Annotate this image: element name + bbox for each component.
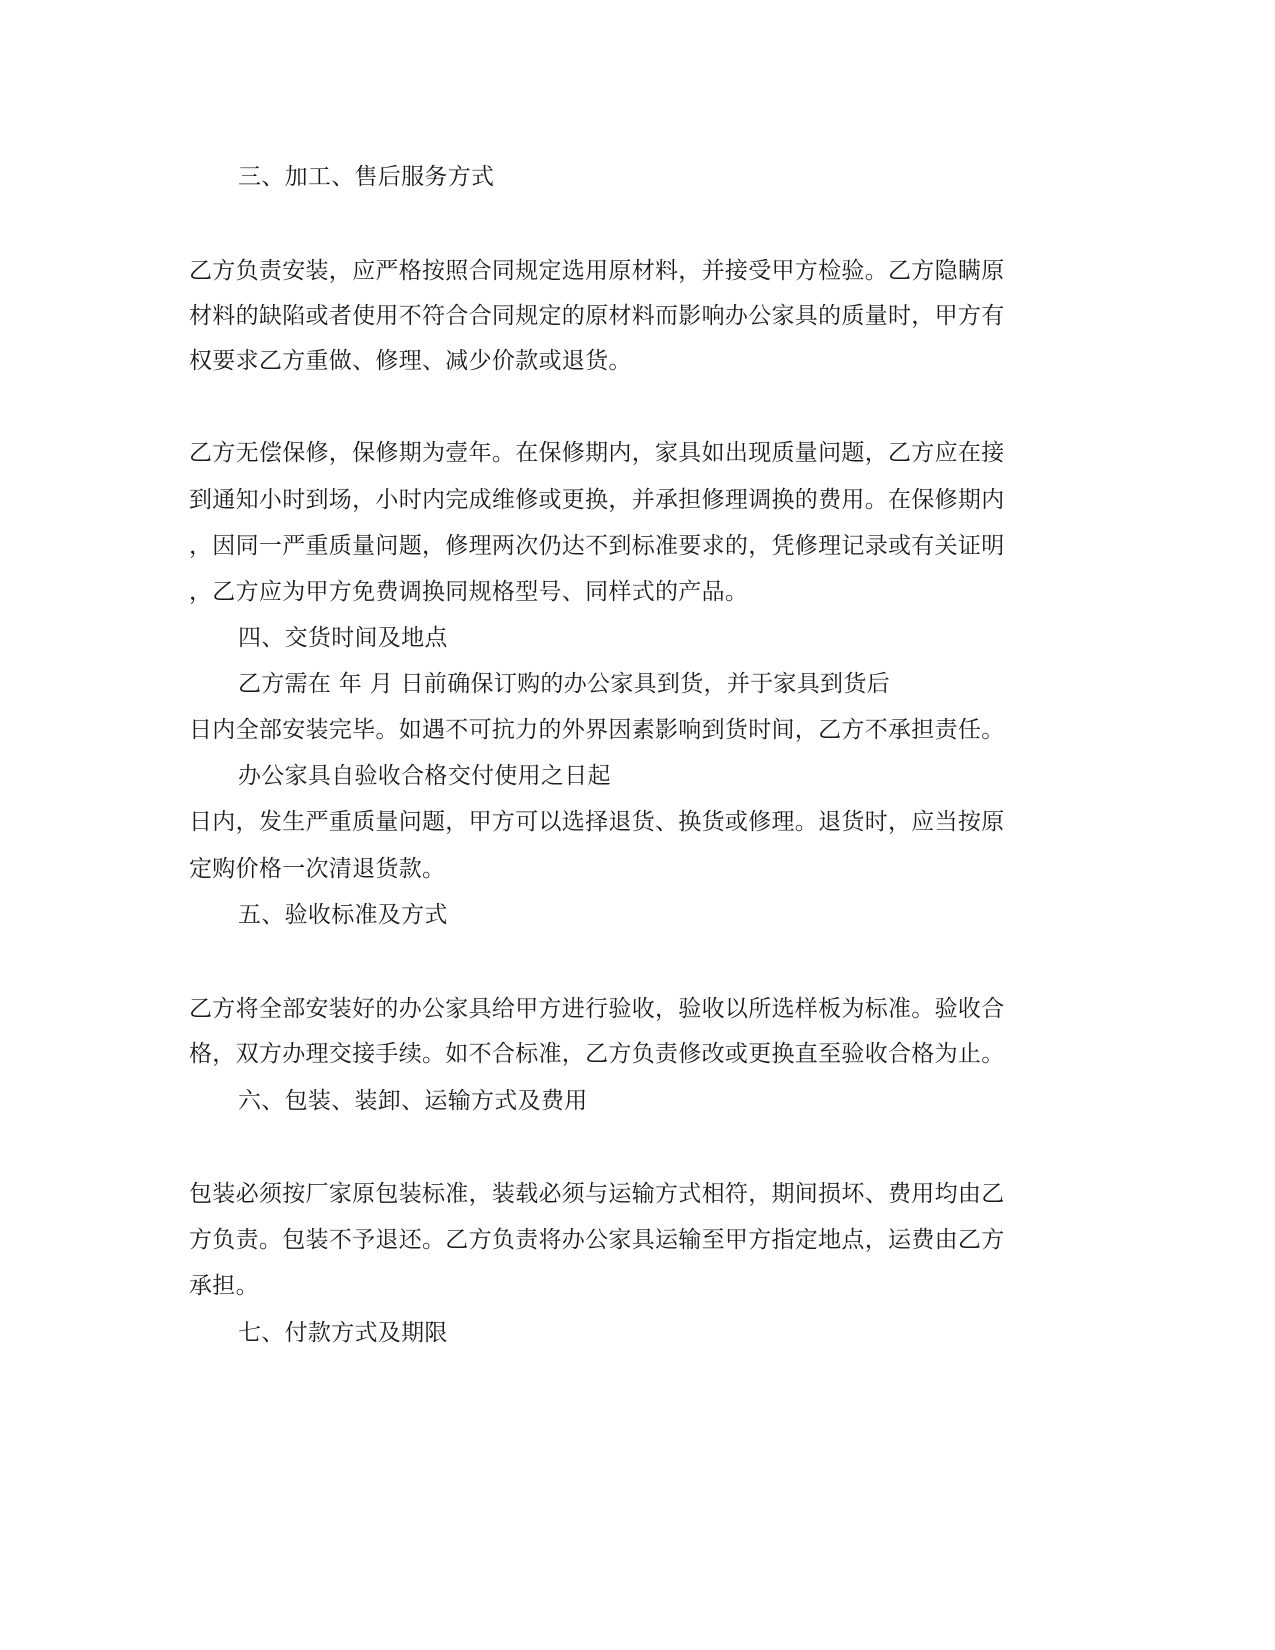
paragraph-line: 乙方负责安装，应严格按照合同规定选用原材料，并接受甲方检验。乙方隐瞒原 [189,258,1005,284]
paragraph-line: 材料的缺陷或者使用不符合合同规定的原材料而影响办公家具的质量时，甲方有 [189,303,1005,329]
paragraph-line: 乙方无偿保修，保修期为壹年。在保修期内，家具如出现质量问题，乙方应在接 [189,440,1005,466]
paragraph-line: 办公家具自验收合格交付使用之日起 [238,763,611,789]
paragraph-line: 到通知小时到场，小时内完成维修或更换，并承担修理调换的费用。在保修期内 [189,487,1005,513]
paragraph-line: 承担。 [189,1273,259,1299]
section-heading-5: 五、验收标准及方式 [238,902,448,928]
paragraph-line: 定购价格一次清退货款。 [189,856,446,882]
paragraph-line: 日内，发生严重质量问题，甲方可以选择退货、换货或修理。退货时，应当按原 [189,809,1005,835]
paragraph-line: 乙方需在 年 月 日前确保订购的办公家具到货，并于家具到货后 [238,671,890,697]
section-heading-7: 七、付款方式及期限 [238,1320,448,1346]
paragraph-line: 包装必须按厂家原包装标准，装载必须与运输方式相符，期间损坏、费用均由乙 [189,1181,1005,1207]
paragraph-line: 权要求乙方重做、修理、减少价款或退货。 [189,348,632,374]
section-heading-6: 六、包装、装卸、运输方式及费用 [238,1088,588,1114]
paragraph-line: ，乙方应为甲方免费调换同规格型号、同样式的产品。 [189,579,749,605]
paragraph-line: 方负责。包装不予退还。乙方负责将办公家具运输至甲方指定地点，运费由乙方 [189,1227,1005,1253]
paragraph-line: ，因同一严重质量问题，修理两次仍达不到标准要求的，凭修理记录或有关证明 [189,533,1005,559]
paragraph-line: 乙方将全部安装好的办公家具给甲方进行验收，验收以所选样板为标准。验收合 [189,996,1005,1022]
section-heading-3: 三、加工、售后服务方式 [238,164,495,190]
paragraph-line: 格，双方办理交接手续。如不合标准，乙方负责修改或更换直至验收合格为止。 [189,1041,1005,1067]
paragraph-line: 日内全部安装完毕。如遇不可抗力的外界因素影响到货时间，乙方不承担责任。 [189,717,1005,743]
section-heading-4: 四、交货时间及地点 [238,625,448,651]
